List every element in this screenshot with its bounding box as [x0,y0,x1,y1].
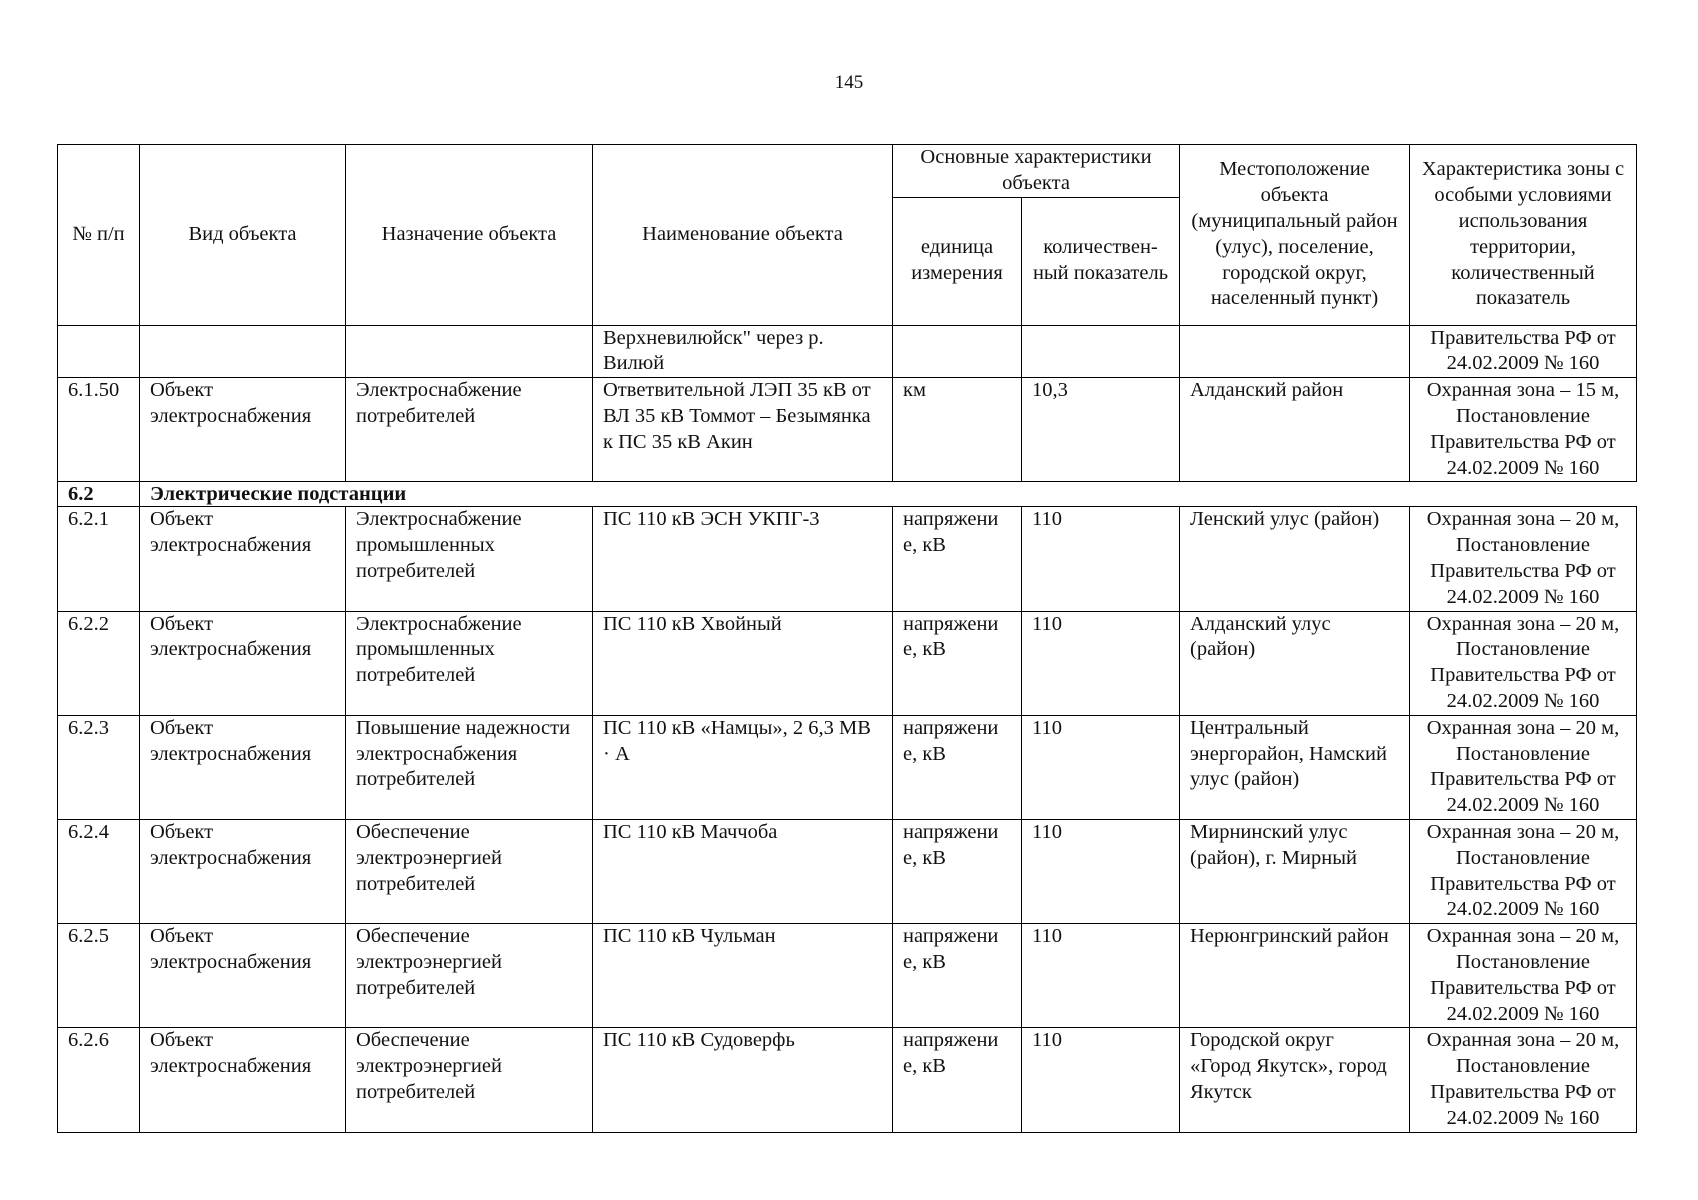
cell-quantity: 110 [1022,924,1180,1028]
table-row [58,1028,1637,1132]
cell-zone: Охранная зона – 20 м, Постановление Правительства РФ от 24.02.2009 № 160 [1410,611,1637,715]
page-number: 145 [834,72,864,93]
header-zone: Характеристика зоны с особыми условиями использования территории, количественный показатель [1410,145,1637,326]
cell-purpose: Повышение надежности электроснабжения потребителей [346,715,593,819]
header-quantity: количествен-ный показатель [1022,197,1180,325]
cell-type [140,325,346,378]
header-location: Местоположение объекта (муниципальный район (улус), поселение, городской округ, населенный пункт) [1180,145,1410,326]
header-type: Вид объекта [140,145,346,326]
cell-location: Нерюнгринский район [1180,924,1410,1028]
cell-name: ПС 110 кВ Судоверфь [593,1028,893,1132]
cell-num: 6.2.5 [58,924,140,1028]
cell-name: ПС 110 кВ Хвойный [593,611,893,715]
header-purpose: Назначение объекта [346,145,593,326]
cell-quantity: 110 [1022,611,1180,715]
cell-zone: Правительства РФ от 24.02.2009 № 160 [1410,325,1637,378]
header-main-characteristics: Основные характеристики объекта [893,145,1180,198]
table-row [58,924,1637,1028]
table-row [58,507,1637,611]
cell-quantity: 110 [1022,1028,1180,1132]
cell-quantity: 110 [1022,819,1180,923]
cell-location: Мирнинский улус (район), г. Мирный [1180,819,1410,923]
cell-type: Объект электроснабжения [140,924,346,1028]
header-unit: единица измерения [893,197,1022,325]
cell-unit: напряжени е, кВ [893,924,1022,1028]
cell-location: Алданский район [1180,378,1410,482]
cell-unit: км [893,378,1022,482]
section-title: Электрические подстанции [140,482,1637,507]
cell-location: Ленский улус (район) [1180,507,1410,611]
cell-type: Объект электроснабжения [140,611,346,715]
cell-quantity: 10,3 [1022,378,1180,482]
cell-num: 6.2.1 [58,507,140,611]
cell-location: Городской округ «Город Якутск», город Якутск [1180,1028,1410,1132]
table-row [58,611,1637,715]
cell-type: Объект электроснабжения [140,819,346,923]
cell-location [1180,325,1410,378]
cell-zone: Охранная зона – 20 м, Постановление Правительства РФ от 24.02.2009 № 160 [1410,924,1637,1028]
cell-purpose: Обеспечение электроэнергией потребителей [346,924,593,1028]
cell-unit: напряжени е, кВ [893,611,1022,715]
cell-num [58,325,140,378]
objects-table [57,144,1637,1133]
cell-name: ПС 110 кВ «Намцы», 2 6,3 МВ · А [593,715,893,819]
cell-unit: напряжени е, кВ [893,507,1022,611]
cell-num: 6.2.2 [58,611,140,715]
cell-type: Объект электроснабжения [140,378,346,482]
cell-zone: Охранная зона – 20 м, Постановление Правительства РФ от 24.02.2009 № 160 [1410,1028,1637,1132]
cell-purpose: Электроснабжение промышленных потребителей [346,507,593,611]
cell-zone: Охранная зона – 20 м, Постановление Правительства РФ от 24.02.2009 № 160 [1410,715,1637,819]
header-num: № п/п [58,145,140,326]
cell-unit [893,325,1022,378]
cell-purpose: Обеспечение электроэнергией потребителей [346,1028,593,1132]
cell-zone: Охранная зона – 20 м, Постановление Правительства РФ от 24.02.2009 № 160 [1410,819,1637,923]
cell-purpose: Электроснабжение промышленных потребителей [346,611,593,715]
cell-num: 6.2.4 [58,819,140,923]
cell-num: 6.1.50 [58,378,140,482]
cell-name: Ответвительной ЛЭП 35 кВ от ВЛ 35 кВ Томмот – Безымянка к ПС 35 кВ Акин [593,378,893,482]
cell-type: Объект электроснабжения [140,715,346,819]
cell-name: ПС 110 кВ ЭСН УКПГ-3 [593,507,893,611]
cell-num: 6.2.6 [58,1028,140,1132]
cell-zone: Охранная зона – 20 м, Постановление Правительства РФ от 24.02.2009 № 160 [1410,507,1637,611]
section-row [58,482,1637,507]
cell-location: Центральный энергорайон, Намский улус (район) [1180,715,1410,819]
cell-name: ПС 110 кВ Чульман [593,924,893,1028]
cell-quantity: 110 [1022,507,1180,611]
table-row-6-1-50 [58,378,1637,482]
cell-type: Объект электроснабжения [140,1028,346,1132]
section-num: 6.2 [58,482,140,507]
cell-quantity: 110 [1022,715,1180,819]
cell-quantity [1022,325,1180,378]
table-row [58,819,1637,923]
cell-type: Объект электроснабжения [140,507,346,611]
cell-name: Верхневилюйск" через р. Вилюй [593,325,893,378]
header-name: Наименование объекта [593,145,893,326]
cell-purpose [346,325,593,378]
cell-location: Алданский улус (район) [1180,611,1410,715]
cell-zone: Охранная зона – 15 м, Постановление Правительства РФ от 24.02.2009 № 160 [1410,378,1637,482]
cell-unit: напряжени е, кВ [893,715,1022,819]
cell-name: ПС 110 кВ Маччоба [593,819,893,923]
cell-purpose: Обеспечение электроэнергией потребителей [346,819,593,923]
cell-num: 6.2.3 [58,715,140,819]
cell-purpose: Электроснабжение потребителей [346,378,593,482]
table-row-continuation [58,325,1637,378]
cell-unit: напряжени е, кВ [893,1028,1022,1132]
table-row [58,715,1637,819]
cell-unit: напряжени е, кВ [893,819,1022,923]
